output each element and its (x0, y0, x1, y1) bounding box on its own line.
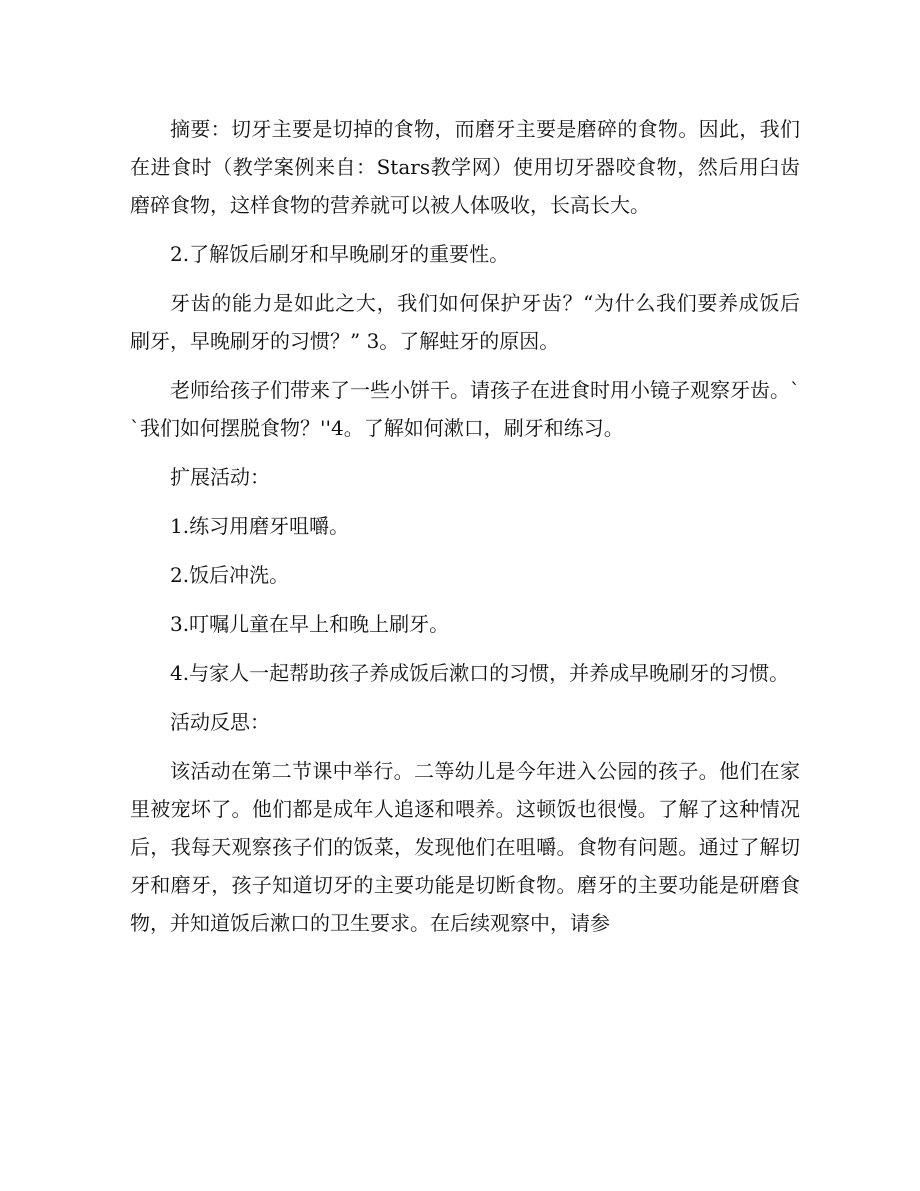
paragraph-extension-4: 4.与家人一起帮助孩子养成饭后漱口的习惯，并养成早晚刷牙的习惯。 (170, 661, 790, 685)
paragraph-protect-teeth: 牙齿的能力是如此之大，我们如何保护牙齿？“为什么我们要养成饭后刷牙，早晚刷牙的习惯？” 3。了解蛀牙的原因。 (130, 291, 800, 353)
paragraph-extension-1: 1.练习用磨牙咀嚼。 (170, 514, 350, 538)
paragraph-extension-3: 3.叮嘱儿童在早上和晚上刷牙。 (170, 612, 450, 636)
paragraph-reflection-body: 该活动在第二节课中举行。二等幼儿是今年进入公园的孩子。他们在家里被宠坏了。他们都是成年人追逐和喂养。这顿饭也很慢。了解了这种情况后，我每天观察孩子们的饭菜，发现他们在咀嚼。食物有问题。通过了解切牙和磨牙，孩子知道切牙的主要功能是切断食物。磨牙的主要功能是研磨食物，并知道饭后漱口的卫生要求。在后续观察中，请参 (130, 759, 800, 935)
document-body (130, 110, 800, 953)
paragraph-cookies: 老师给孩子们带来了一些小饼干。请孩子在进食时用小镜子观察牙齿。``我们如何摆脱食物？''4。了解如何漱口，刷牙和练习。 (130, 378, 800, 440)
paragraph-point-2: 2.了解饭后刷牙和早晚刷牙的重要性。 (170, 242, 510, 266)
paragraph-extension-heading: 扩展活动： (170, 465, 270, 489)
paragraph-summary: 摘要：切牙主要是切掉的食物，而磨牙主要是磨碎的食物。因此，我们在进食时（教学案例来自：Stars教学网）使用切牙器咬食物，然后用臼齿磨碎食物，这样食物的营养就可以被人体吸收，长高长大。 (130, 117, 800, 217)
paragraph-extension-2: 2.饭后冲洗。 (170, 563, 290, 587)
paragraph-reflection-heading: 活动反思： (170, 710, 270, 734)
